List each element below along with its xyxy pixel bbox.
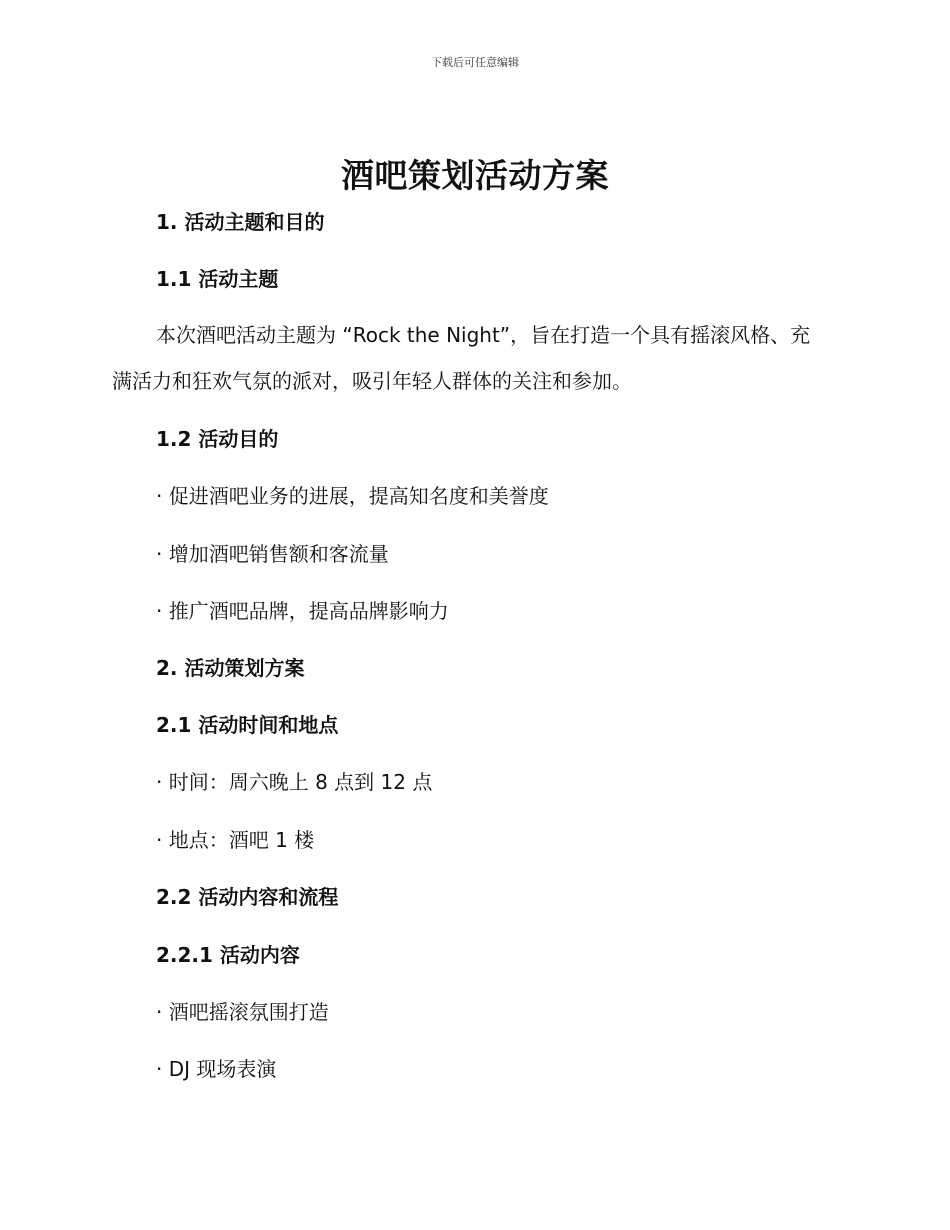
section-2-2-1-heading: 2.2.1 活动内容: [156, 943, 300, 967]
section-2-2-heading: 2.2 活动内容和流程: [156, 885, 339, 909]
section-1-2-heading: 1.2 活动目的: [156, 427, 279, 451]
document-title: 酒吧策划活动方案: [341, 156, 609, 195]
list-item: · 增加酒吧销售额和客流量: [156, 542, 389, 566]
list-item: · 推广酒吧品牌，提高品牌影响力: [156, 599, 449, 623]
section-1-heading: 1. 活动主题和目的: [156, 210, 325, 234]
list-item: · 地点：酒吧 1 楼: [156, 828, 315, 852]
list-item: · DJ 现场表演: [156, 1057, 277, 1081]
section-2-heading: 2. 活动策划方案: [156, 656, 305, 680]
section-1-1-paragraph: 本次酒吧活动主题为 “Rock the Night”，旨在打造一个具有摇滚风格、充满活力和狂欢气氛的派对，吸引年轻人群体的关注和参加。: [112, 323, 811, 393]
list-item: · 酒吧摇滚氛围打造: [156, 1000, 329, 1024]
section-1-1-heading: 1.1 活动主题: [156, 267, 279, 291]
header-note: 下载后可任意编辑: [431, 56, 519, 69]
list-item: · 促进酒吧业务的进展，提高知名度和美誉度: [156, 484, 549, 508]
section-2-1-heading: 2.1 活动时间和地点: [156, 713, 339, 737]
list-item: · 时间：周六晚上 8 点到 12 点: [156, 770, 433, 794]
